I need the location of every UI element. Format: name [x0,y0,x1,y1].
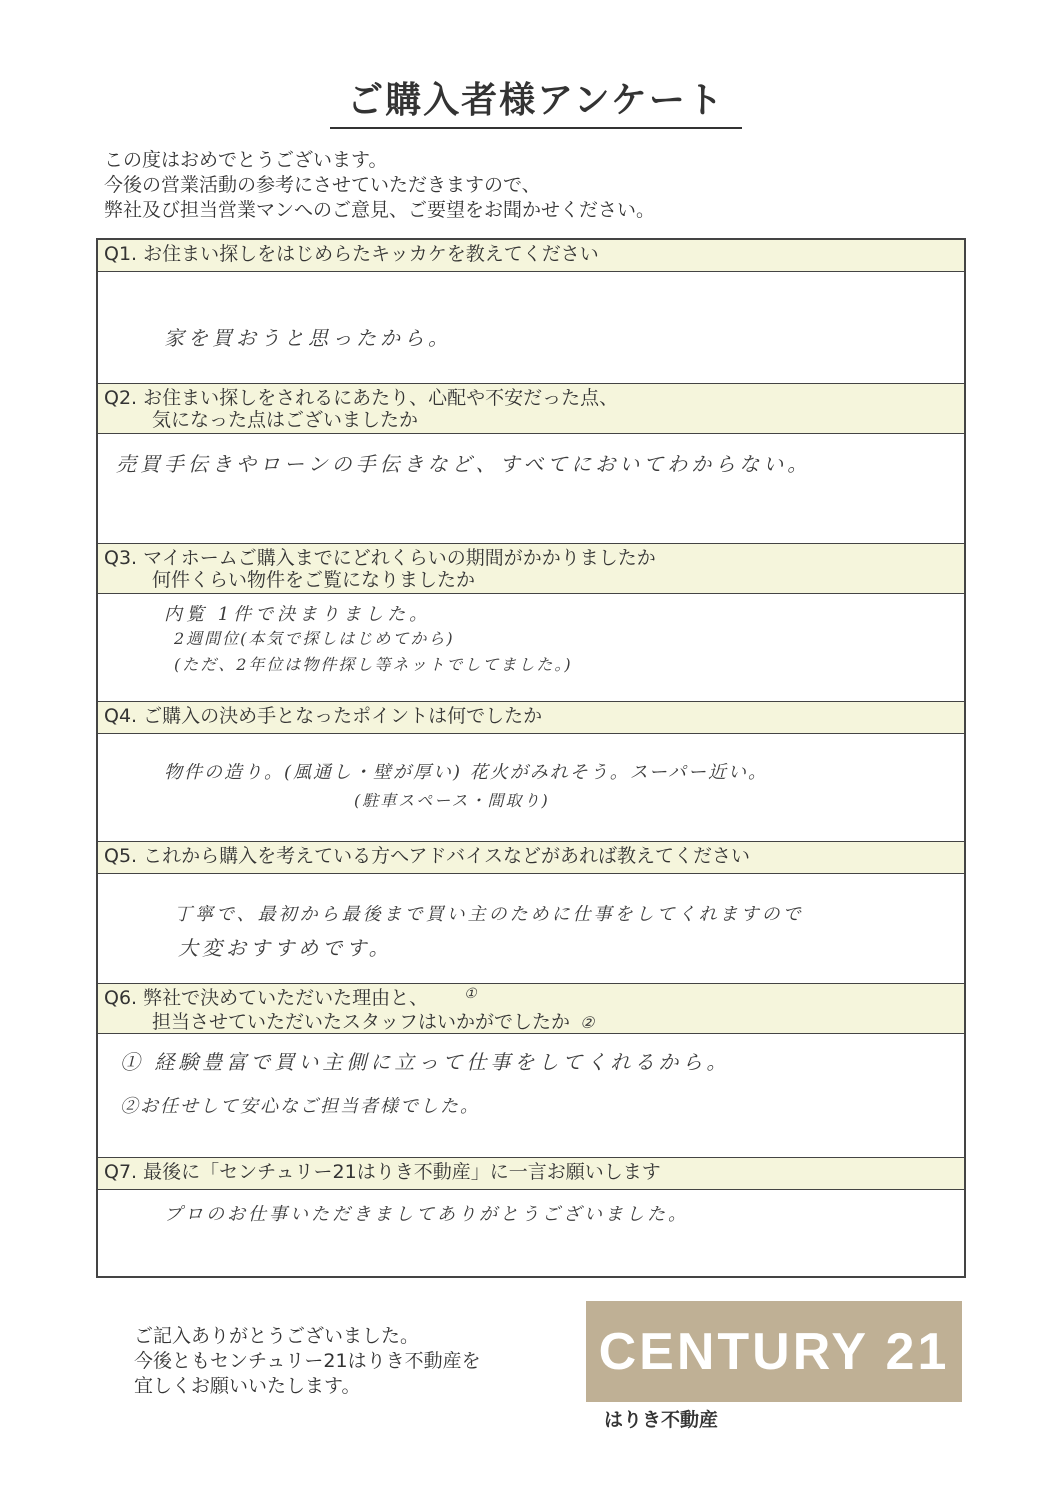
answer-6 [98,1034,964,1158]
answer-2-line-1: 売買手伝きやローンの手伝きなど、すべてにおいてわからない。 [116,452,812,476]
footer-line-2: 今後ともセンチュリー21はりき不動産を [134,1350,481,1372]
answer-7 [98,1190,964,1276]
answer-4-line-1: 物件の造り。(風通し・壁が厚い) 花火がみれそう。スーパー近い。 [164,762,768,783]
question-4 [98,702,964,734]
answer-6-line-2: ②お任せして安心なご担当者様でした。 [120,1096,480,1117]
question-6-line-2-text: 担当させていただいたスタッフはいかがでしたか [152,1011,571,1033]
question-7 [98,1158,964,1190]
logo-text: CENTURY 21 [598,1322,950,1381]
answer-3 [98,594,964,702]
question-6-mark-2: ② [580,1013,599,1032]
answer-4 [98,734,964,842]
question-2-line-2: 気になった点はございましたか [152,409,419,431]
question-4-text: Q4. ご購入の決め手となったポイントは何でしたか [104,705,543,727]
answer-4-line-2: (駐車スペース・間取り) [354,791,550,810]
question-6 [98,984,964,1034]
footer-line-1: ご記入ありがとうございました。 [134,1325,420,1347]
question-3-line-1: Q3. マイホームご購入までにどれくらいの期間がかかりましたか [104,547,656,569]
question-3-line-2: 何件くらい物件をご覧になりましたか [152,569,476,591]
answer-5-line-1: 丁寧で、最初から最後まで買い主のために仕事をしてくれますので [174,904,804,925]
intro-line-2: 今後の営業活動の参考にさせていただきますので、 [104,174,541,196]
intro-text [104,148,655,223]
logo-subtitle: はりき不動産 [604,1409,719,1431]
intro-line-1: この度はおめでとうございます。 [104,149,388,171]
question-7-text: Q7. 最後に「センチュリー21はりき不動産」に一言お願いします [104,1161,661,1183]
answer-1 [98,272,964,384]
answer-6-line-1: ① 経験豊富で買い主側に立って仕事をしてくれるから。 [120,1050,731,1074]
answer-2 [98,434,964,544]
question-2 [98,384,964,434]
answer-5-line-2: 大変おすすめです。 [178,936,393,960]
question-6-line-2 [104,1011,964,1034]
answer-3-line-1: 内覧 1件で決まりました。 [164,604,432,625]
question-6-line-1-text: Q6. 弊社で決めていただいた理由と、 [104,987,429,1009]
footer-message [134,1324,481,1399]
answer-3-line-2: 2週間位(本気で探しはじめてから) [174,629,455,648]
question-1-text: Q1. お住まい探しをはじめらたキッカケを教えてください [104,243,599,265]
question-5 [98,842,964,874]
answer-5 [98,874,964,984]
survey-form [96,238,966,1278]
question-3 [98,544,964,594]
century21-logo [586,1301,962,1402]
answer-3-line-3: (ただ、2年位は物件探し等ネットでしてました。) [174,655,573,674]
question-6-mark-1: ① [464,986,481,1002]
footer-line-3: 宜しくお願いいたします。 [134,1375,361,1397]
question-5-text: Q5. これから購入を考えている方へアドバイスなどがあれば教えてください [104,845,750,867]
question-2-line-1: Q2. お住まい探しをされるにあたり、心配や不安だった点、 [104,387,619,409]
answer-1-line-1: 家を買おうと思ったから。 [164,326,452,350]
intro-line-3: 弊社及び担当営業マンへのご意見、ご要望をお聞かせください。 [104,199,656,221]
question-1 [98,240,964,272]
answer-7-line-1: プロのお仕事いただきましてありがとうございました。 [164,1204,689,1225]
question-6-line-1 [104,987,964,1011]
page-title: ご購入者様アンケート [330,72,742,129]
